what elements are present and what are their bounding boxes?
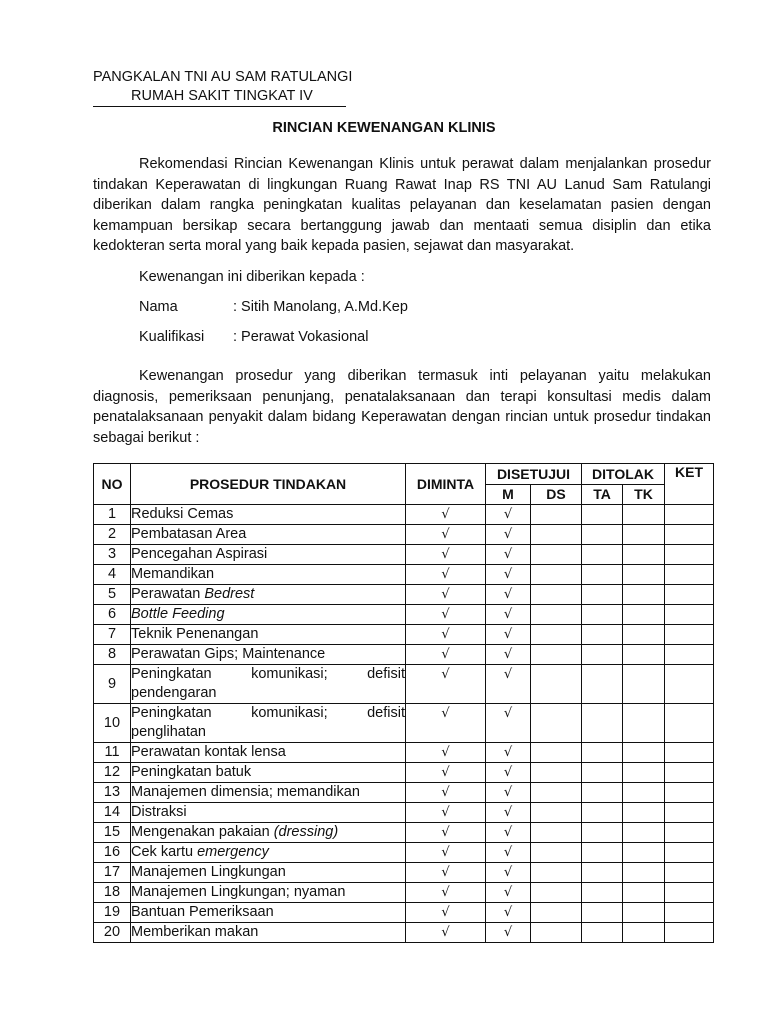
notes-cell (665, 843, 714, 863)
approved-m-check: √ (486, 645, 531, 665)
rejected-tk-cell (623, 783, 665, 803)
name-label: Nama (139, 299, 178, 315)
approved-m-check: √ (486, 525, 531, 545)
row-procedure (131, 843, 406, 863)
row-number: 20 (94, 923, 131, 943)
approved-ds-cell (531, 625, 582, 645)
table-row (94, 704, 714, 743)
table-row (94, 545, 714, 565)
approved-ds-cell (531, 585, 582, 605)
approved-ds-cell (531, 645, 582, 665)
row-procedure: Reduksi Cemas (131, 505, 406, 525)
row-number: 19 (94, 903, 131, 923)
approved-m-check: √ (486, 803, 531, 823)
table-row (94, 923, 714, 943)
row-number: 14 (94, 803, 131, 823)
approved-ds-cell (531, 545, 582, 565)
row-procedure: Peningkatan batuk (131, 763, 406, 783)
procedure-italic-text: Bottle Feeding (131, 606, 225, 622)
row-procedure: Memandikan (131, 565, 406, 585)
requested-check: √ (406, 803, 486, 823)
approved-ds-cell (531, 605, 582, 625)
requested-check: √ (406, 625, 486, 645)
approved-m-check: √ (486, 743, 531, 763)
requested-check: √ (406, 525, 486, 545)
approved-ds-cell (531, 843, 582, 863)
approved-ds-cell (531, 903, 582, 923)
row-procedure: Pembatasan Area (131, 525, 406, 545)
approved-m-check: √ (486, 704, 531, 743)
notes-cell (665, 883, 714, 903)
rejected-ta-cell (582, 843, 623, 863)
notes-cell (665, 565, 714, 585)
table-row (94, 605, 714, 625)
requested-check: √ (406, 704, 486, 743)
table-row (94, 843, 714, 863)
requested-check: √ (406, 923, 486, 943)
row-procedure: Memberikan makan (131, 923, 406, 943)
rejected-ta-cell (582, 625, 623, 645)
requested-check: √ (406, 783, 486, 803)
procedure-table (93, 463, 714, 943)
qualification-field (139, 329, 368, 345)
rejected-tk-cell (623, 803, 665, 823)
notes-cell (665, 665, 714, 704)
row-number: 7 (94, 625, 131, 645)
notes-cell (665, 903, 714, 923)
approved-m-check: √ (486, 505, 531, 525)
approved-m-check: √ (486, 763, 531, 783)
table-row (94, 525, 714, 545)
header-tk: TK (623, 484, 665, 505)
requested-check: √ (406, 645, 486, 665)
row-procedure: Perawatan kontak lensa (131, 743, 406, 763)
header-hospital: RUMAH SAKIT TINGKAT IV (93, 87, 346, 107)
requested-check: √ (406, 545, 486, 565)
approved-m-check: √ (486, 545, 531, 565)
approved-m-check: √ (486, 823, 531, 843)
table-row (94, 645, 714, 665)
requested-check: √ (406, 903, 486, 923)
procedure-text: Cek kartu (131, 844, 198, 860)
rejected-ta-cell (582, 665, 623, 704)
header-procedure: PROSEDUR TINDAKAN (131, 464, 406, 505)
header-m: M (486, 484, 531, 505)
approved-ds-cell (531, 803, 582, 823)
qualification-label: Kualifikasi (139, 329, 205, 345)
rejected-ta-cell (582, 505, 623, 525)
rejected-ta-cell (582, 823, 623, 843)
approved-m-check: √ (486, 565, 531, 585)
rejected-ta-cell (582, 883, 623, 903)
rejected-tk-cell (623, 505, 665, 525)
name-value: : Sitih Manolang, A.Md.Kep (233, 299, 408, 315)
row-procedure (131, 605, 406, 625)
approved-ds-cell (531, 783, 582, 803)
approved-ds-cell (531, 665, 582, 704)
notes-cell (665, 743, 714, 763)
name-field (139, 299, 408, 315)
requested-check: √ (406, 665, 486, 704)
document-header (93, 68, 352, 107)
row-procedure: Manajemen Lingkungan; nyaman (131, 883, 406, 903)
notes-cell (665, 763, 714, 783)
approved-ds-cell (531, 565, 582, 585)
row-procedure: Distraksi (131, 803, 406, 823)
authority-paragraph: Kewenangan prosedur yang diberikan termasuk inti pelayanan yaitu melakukan diagnosis, pemeriksaan penunjang, penatalaksanaan dan terapi konsultasi medis dalam penatalaksanaan penyakit dalam bidang Keperawatan dengan rincian untuk prosedur tindakan sebagai berikut : (93, 368, 711, 446)
table-row (94, 625, 714, 645)
notes-cell (665, 923, 714, 943)
rejected-ta-cell (582, 923, 623, 943)
header-requested: DIMINTA (406, 464, 486, 505)
approved-ds-cell (531, 763, 582, 783)
requested-check: √ (406, 605, 486, 625)
row-procedure: Perawatan Gips; Maintenance (131, 645, 406, 665)
rejected-tk-cell (623, 625, 665, 645)
approved-m-check: √ (486, 863, 531, 883)
table-row (94, 783, 714, 803)
approved-m-check: √ (486, 665, 531, 704)
notes-cell (665, 605, 714, 625)
row-procedure: Pencegahan Aspirasi (131, 545, 406, 565)
table-row (94, 763, 714, 783)
approved-ds-cell (531, 863, 582, 883)
row-number: 2 (94, 525, 131, 545)
requested-check: √ (406, 565, 486, 585)
row-number: 3 (94, 545, 131, 565)
rejected-tk-cell (623, 525, 665, 545)
row-procedure: Teknik Penenangan (131, 625, 406, 645)
given-to-line: Kewenangan ini diberikan kepada : (139, 269, 365, 285)
header-ta: TA (582, 484, 623, 505)
table-body (94, 505, 714, 943)
rejected-tk-cell (623, 585, 665, 605)
header-no: NO (94, 464, 131, 505)
notes-cell (665, 645, 714, 665)
table-row (94, 903, 714, 923)
row-number: 16 (94, 843, 131, 863)
requested-check: √ (406, 843, 486, 863)
table-row (94, 743, 714, 763)
row-number: 8 (94, 645, 131, 665)
rejected-tk-cell (623, 645, 665, 665)
notes-cell (665, 823, 714, 843)
rejected-tk-cell (623, 605, 665, 625)
row-number: 4 (94, 565, 131, 585)
row-number: 11 (94, 743, 131, 763)
approved-m-check: √ (486, 883, 531, 903)
rejected-tk-cell (623, 704, 665, 743)
header-rejected: DITOLAK (582, 464, 665, 485)
rejected-tk-cell (623, 883, 665, 903)
notes-cell (665, 545, 714, 565)
approved-ds-cell (531, 743, 582, 763)
rejected-ta-cell (582, 803, 623, 823)
rejected-tk-cell (623, 843, 665, 863)
notes-cell (665, 585, 714, 605)
rejected-ta-cell (582, 545, 623, 565)
approved-ds-cell (531, 883, 582, 903)
approved-ds-cell (531, 525, 582, 545)
requested-check: √ (406, 883, 486, 903)
qualification-value: : Perawat Vokasional (233, 329, 369, 345)
approved-m-check: √ (486, 903, 531, 923)
rejected-ta-cell (582, 605, 623, 625)
notes-cell (665, 863, 714, 883)
table-row (94, 883, 714, 903)
rejected-ta-cell (582, 585, 623, 605)
notes-cell (665, 704, 714, 743)
row-number: 13 (94, 783, 131, 803)
rejected-ta-cell (582, 743, 623, 763)
rejected-ta-cell (582, 903, 623, 923)
table-row (94, 803, 714, 823)
rejected-ta-cell (582, 704, 623, 743)
procedure-text: Perawatan (131, 586, 205, 602)
row-procedure (131, 585, 406, 605)
row-number: 18 (94, 883, 131, 903)
row-number: 17 (94, 863, 131, 883)
notes-cell (665, 525, 714, 545)
approved-ds-cell (531, 923, 582, 943)
notes-cell (665, 783, 714, 803)
row-procedure: Peningkatan komunikasi; defisit penglihatan (131, 704, 406, 743)
rejected-tk-cell (623, 903, 665, 923)
approved-ds-cell (531, 505, 582, 525)
procedure-italic-text: (dressing) (273, 824, 339, 840)
row-number: 12 (94, 763, 131, 783)
rejected-ta-cell (582, 565, 623, 585)
row-procedure: Manajemen Lingkungan (131, 863, 406, 883)
procedure-text: Mengenakan pakaian (131, 824, 274, 840)
requested-check: √ (406, 823, 486, 843)
document-title: RINCIAN KEWENANGAN KLINIS (272, 120, 496, 136)
rejected-tk-cell (623, 863, 665, 883)
row-number: 1 (94, 505, 131, 525)
table-row (94, 863, 714, 883)
header-institution: PANGKALAN TNI AU SAM RATULANGI (93, 69, 353, 85)
approved-m-check: √ (486, 585, 531, 605)
table-row (94, 823, 714, 843)
header-notes: KET (665, 464, 714, 505)
row-number: 15 (94, 823, 131, 843)
approved-m-check: √ (486, 605, 531, 625)
row-procedure (131, 823, 406, 843)
rejected-tk-cell (623, 763, 665, 783)
approved-m-check: √ (486, 923, 531, 943)
rejected-ta-cell (582, 763, 623, 783)
row-number: 10 (94, 704, 131, 743)
approved-m-check: √ (486, 783, 531, 803)
rejected-tk-cell (623, 545, 665, 565)
rejected-tk-cell (623, 823, 665, 843)
table-row (94, 565, 714, 585)
row-procedure: Peningkatan komunikasi; defisit pendengaran (131, 665, 406, 704)
requested-check: √ (406, 763, 486, 783)
rejected-tk-cell (623, 923, 665, 943)
table-row (94, 505, 714, 525)
approved-m-check: √ (486, 625, 531, 645)
table-row (94, 585, 714, 605)
row-number: 9 (94, 665, 131, 704)
rejected-ta-cell (582, 863, 623, 883)
table-row (94, 665, 714, 704)
approved-ds-cell (531, 704, 582, 743)
rejected-tk-cell (623, 665, 665, 704)
row-procedure: Manajemen dimensia; memandikan (131, 783, 406, 803)
rejected-tk-cell (623, 743, 665, 763)
row-number: 6 (94, 605, 131, 625)
requested-check: √ (406, 505, 486, 525)
procedure-italic-text: Bedrest (204, 586, 255, 602)
requested-check: √ (406, 863, 486, 883)
rejected-ta-cell (582, 645, 623, 665)
procedure-italic-text: emergency (197, 844, 269, 860)
requested-check: √ (406, 743, 486, 763)
notes-cell (665, 803, 714, 823)
notes-cell (665, 625, 714, 645)
header-approved: DISETUJUI (486, 464, 582, 485)
requested-check: √ (406, 585, 486, 605)
notes-cell (665, 505, 714, 525)
row-number: 5 (94, 585, 131, 605)
rejected-ta-cell (582, 525, 623, 545)
row-procedure: Bantuan Pemeriksaan (131, 903, 406, 923)
header-ds: DS (531, 484, 582, 505)
recommendation-paragraph: Rekomendasi Rincian Kewenangan Klinis untuk perawat dalam menjalankan prosedur tindakan Keperawatan di lingkungan Ruang Rawat Inap RS TNI AU Lanud Sam Ratulangi diberikan dalam rangka peningkatan kualitas pelayanan dan keselamatan pasien dengan kemampuan bersikap secara bertanggung jawab dan mentaati semua disiplin dan etika kedokteran serta moral yang baik kepada pasien, sejawat dan masyarakat. (93, 156, 711, 254)
approved-m-check: √ (486, 843, 531, 863)
rejected-ta-cell (582, 783, 623, 803)
rejected-tk-cell (623, 565, 665, 585)
approved-ds-cell (531, 823, 582, 843)
